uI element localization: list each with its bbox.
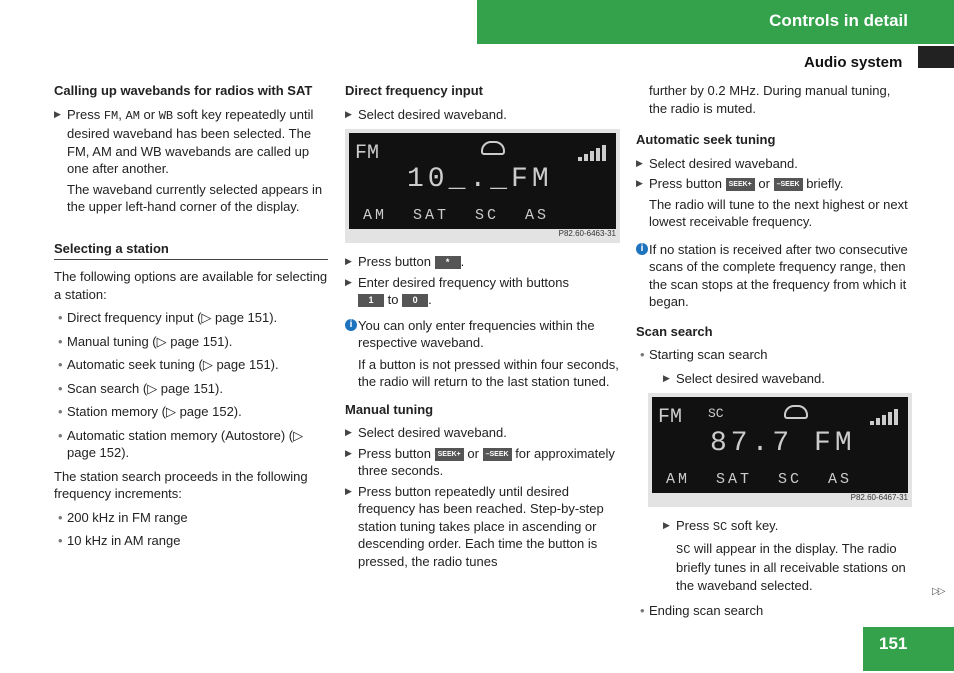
list-item: • Manual tuning (▷ page 151). xyxy=(54,333,328,351)
step-select-waveband: ▶ Select desired waveband. xyxy=(663,370,912,388)
text: or xyxy=(758,176,770,191)
heading-direct-frequency: Direct frequency input xyxy=(345,83,483,98)
step-select-waveband: ▶ Select desired waveband. xyxy=(636,155,912,173)
figure-caption: P82.60-6463-31 xyxy=(558,228,616,238)
seek-plus-key-icon: SEEK+ xyxy=(435,448,464,461)
sc-softkey-label: SC xyxy=(676,542,691,557)
step-select-waveband: ▶ Select desired waveband. xyxy=(345,106,620,124)
text: or xyxy=(467,445,479,461)
display-sc-indicator: SC xyxy=(708,406,724,421)
heading-selecting-station: Selecting a station xyxy=(54,240,328,261)
text: for approximately three seconds. xyxy=(358,445,615,478)
display-screen xyxy=(349,133,616,229)
display-screen xyxy=(652,397,908,493)
heading-manual-tuning: Manual tuning xyxy=(345,401,434,417)
info-icon: i xyxy=(345,319,357,331)
text: soft key repeatedly until desired waveband has been selected. xyxy=(67,106,314,141)
waveband-note: The waveband currently selected appears in the upper left-hand corner of the display. xyxy=(67,181,323,214)
info-note xyxy=(345,317,620,352)
am-softkey-label: AM xyxy=(125,108,140,123)
list-item: • Ending scan search xyxy=(636,602,912,620)
heading-automatic-seek: Automatic seek tuning xyxy=(636,132,776,147)
step-press-star: ▶ Press button * . xyxy=(345,253,620,271)
seek-result: The radio will tune to the next highest or next lowest receivable frequency. xyxy=(649,196,908,229)
display-softkeys: AM SAT SC AS xyxy=(363,207,550,224)
info-note xyxy=(636,241,912,311)
display-frequency: 87.7 FM xyxy=(710,428,856,459)
phone-icon xyxy=(784,405,808,419)
signal-bars-icon xyxy=(868,407,898,425)
step-press-softkey xyxy=(54,106,328,178)
seek-minus-key-icon: –SEEK xyxy=(483,448,512,461)
step-select-waveband: ▶ Select desired waveband. xyxy=(345,424,620,442)
key-1-icon: 1 xyxy=(358,294,384,307)
text: , xyxy=(118,106,122,122)
info-note-2: If a button is not pressed within four seconds, the radio will return to the last station tuned. xyxy=(358,356,619,389)
continued-text: further by 0.2 MHz. During manual tuning, the radio is muted. xyxy=(649,83,891,116)
sc-softkey-label: SC xyxy=(712,520,728,534)
radio-display-2 xyxy=(648,393,912,507)
continue-arrow-icon: ▷▷ xyxy=(932,586,944,597)
step-press-seek-briefly xyxy=(636,175,912,193)
key-0-icon: 0 xyxy=(402,294,428,307)
seek-minus-key-icon: –SEEK xyxy=(774,178,803,191)
column-3 xyxy=(636,82,912,626)
text: or xyxy=(143,106,156,122)
star-key-icon: * xyxy=(435,256,461,269)
list-item: • Automatic seek tuning (▷ page 151). xyxy=(54,356,328,374)
wb-softkey-label: WB xyxy=(158,108,174,123)
text: will appear in the display. The radio briefly tunes in all receivable stations on the waveband selected. xyxy=(676,540,906,593)
step-press-sc xyxy=(663,517,912,537)
section-title: Audio system xyxy=(804,54,903,71)
fm-softkey-label: FM xyxy=(103,108,119,123)
chapter-title: Controls in detail xyxy=(769,11,908,30)
text: Step-by-step station tuning takes place in ascending or descending order. Each time the button is pressed, the radio tunes xyxy=(358,501,604,569)
phone-icon xyxy=(481,141,505,155)
section-marker xyxy=(918,46,954,68)
page-number-box xyxy=(863,627,954,671)
list-item: • Scan search (▷ page 151). xyxy=(54,380,328,398)
heading-scan-search: Scan search xyxy=(636,323,713,339)
text: Press button xyxy=(358,254,431,269)
column-2 xyxy=(345,82,620,573)
text: The FM, AM and WB wavebands are called up one after another. xyxy=(67,126,312,176)
heading-wavebands: Calling up wavebands for radios with SAT xyxy=(54,83,313,98)
text: You can only enter frequencies within the respective waveband. xyxy=(358,317,595,350)
info-icon: i xyxy=(636,243,648,255)
radio-display-1 xyxy=(345,129,620,243)
scan-result xyxy=(663,540,912,595)
list-item: • Automatic station memory (Autostore) (▷ page 152). xyxy=(54,427,328,462)
options-intro: The following options are available for selecting a station: xyxy=(54,269,328,302)
text: Press xyxy=(67,106,101,122)
text: Press button repeatedly until desired frequency has been reached. xyxy=(358,483,570,516)
step-press-repeatedly xyxy=(345,483,620,571)
list-item: • Station memory (▷ page 152). xyxy=(54,403,328,421)
text: soft key. xyxy=(730,518,779,533)
text: to xyxy=(387,292,399,307)
list-item: • Starting scan search xyxy=(636,346,912,364)
step-enter-frequency: ▶ Enter desired frequency with buttons 1 to 0 . xyxy=(345,274,620,309)
text: Press button xyxy=(358,445,431,461)
text: briefly. xyxy=(806,176,844,191)
display-softkeys: AM SAT SC AS xyxy=(666,471,853,488)
signal-bars-icon xyxy=(576,143,606,161)
chapter-header xyxy=(477,0,954,44)
seek-plus-key-icon: SEEK+ xyxy=(726,178,755,191)
list-item: • 200 kHz in FM range xyxy=(54,509,328,527)
text: Enter desired frequency with buttons xyxy=(358,274,570,290)
display-band: FM xyxy=(658,406,683,429)
list-item: • 10 kHz in AM range xyxy=(54,532,328,550)
text: Press xyxy=(676,518,710,533)
figure-caption: P82.60-6467-31 xyxy=(850,492,908,502)
display-frequency: 10_._FM xyxy=(407,164,553,195)
increments-intro: The station search proceeds in the following frequency increments: xyxy=(54,468,308,501)
column-1 xyxy=(54,82,328,556)
step-press-seek xyxy=(345,445,620,480)
page-number: 151 xyxy=(879,634,908,653)
list-item: • Direct frequency input (▷ page 151). xyxy=(54,309,328,327)
display-band: FM xyxy=(355,142,380,165)
text: Press button xyxy=(649,176,722,191)
text: If no station is received after two consecutive scans of the complete frequency range, then the scan stops at the frequency from which it began. xyxy=(649,241,908,309)
